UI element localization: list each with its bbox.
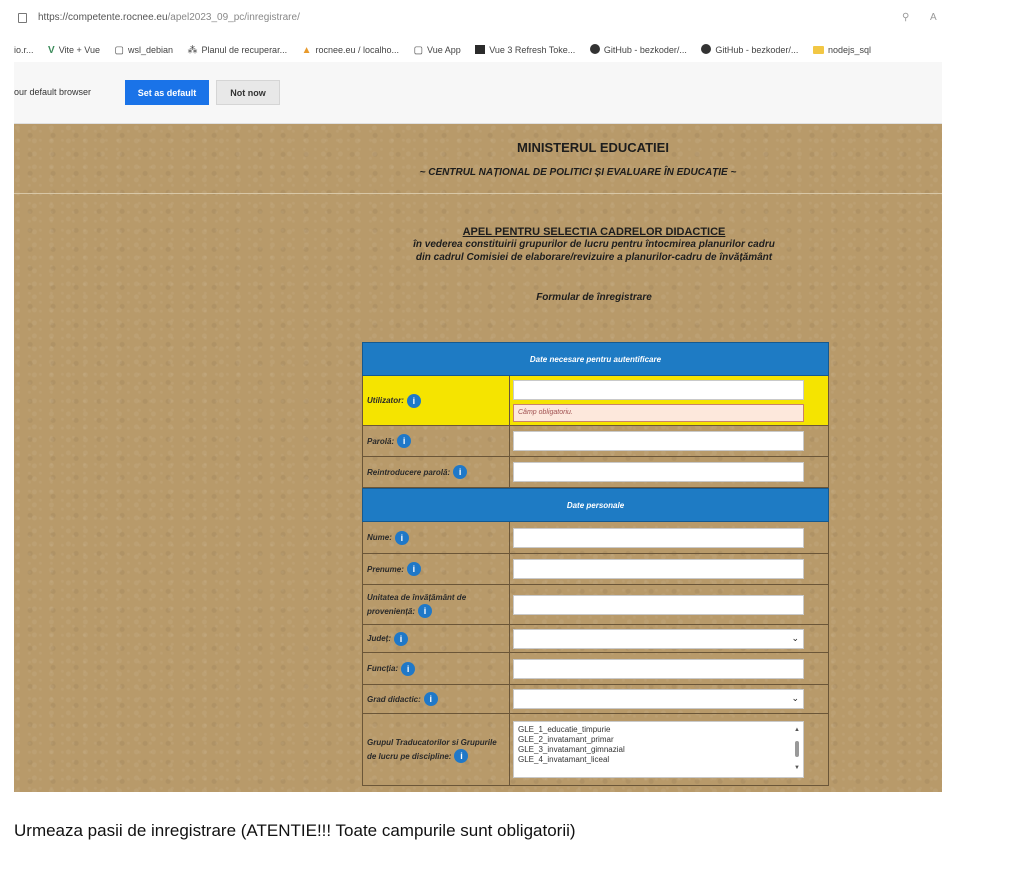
info-icon[interactable]: i <box>418 604 432 618</box>
scroll-down-icon[interactable]: ▼ <box>794 765 800 771</box>
nume-input[interactable] <box>513 528 804 548</box>
field-cell <box>510 714 828 785</box>
bookmark-item[interactable] <box>48 38 100 62</box>
default-browser-message: our default browser <box>14 87 92 97</box>
label-text: Județ: <box>367 634 391 643</box>
label-text: Funcția: <box>367 664 399 673</box>
field-cell <box>510 585 828 624</box>
page-header <box>14 124 942 194</box>
field-cell <box>510 554 828 584</box>
github-icon <box>590 44 600 54</box>
section-header-auth: Date necesare pentru autentificare <box>362 342 829 376</box>
row-grupul <box>362 714 829 786</box>
label-text: Unitatea de învățământ de proveniență: <box>367 593 467 616</box>
row-judet <box>362 625 829 653</box>
row-nume <box>362 522 829 554</box>
bookmark-label: rocnee.eu / localho... <box>315 45 400 55</box>
label-reintroducere <box>363 457 510 487</box>
label-utilizator <box>363 376 510 425</box>
label-unitatea <box>363 585 510 624</box>
apel-line: în vederea constituirii grupurilor de lucru pentru întocmirea planurilor cadru <box>413 239 775 250</box>
info-icon[interactable]: i <box>397 434 411 448</box>
list-option[interactable]: GLE_2_invatamant_primar <box>518 735 614 744</box>
bookmark-item[interactable] <box>302 38 399 62</box>
reintroducere-parola-input[interactable] <box>513 462 804 482</box>
info-icon[interactable]: i <box>407 394 421 408</box>
label-nume <box>363 522 510 553</box>
label-parola <box>363 426 510 456</box>
label-judet <box>363 625 510 652</box>
bookmark-item[interactable] <box>188 38 288 62</box>
row-unitatea <box>362 585 829 625</box>
judet-select[interactable] <box>513 629 804 649</box>
apel-title: APEL PENTRU SELECTIA CADRELOR DIDACTICE <box>462 226 726 238</box>
bookmark-item[interactable] <box>701 38 798 62</box>
bookmark-label: GitHub - bezkoder/... <box>603 45 687 55</box>
key-icon[interactable]: ⚲ <box>902 12 910 23</box>
github-icon <box>701 44 711 54</box>
browser-screenshot <box>14 0 942 792</box>
section-header-personal: Date personale <box>362 488 829 522</box>
center-subtitle: ~ CENTRUL NAȚIONAL DE POLITICI ȘI EVALUARE ÎN EDUCAȚIE ~ <box>419 167 737 178</box>
label-prenume <box>363 554 510 584</box>
label-text-wrap <box>367 591 505 618</box>
row-reintroducere <box>362 457 829 488</box>
required-error: Câmp obligatoriu. <box>513 404 804 422</box>
scroll-up-icon[interactable]: ▲ <box>794 727 800 733</box>
not-now-button[interactable]: Not now <box>216 80 280 105</box>
read-aloud-icon[interactable]: A <box>930 12 937 23</box>
form-title: Formular de înregistrare <box>536 292 652 303</box>
bookmark-label: nodejs_sql <box>827 45 871 55</box>
label-grad <box>363 685 510 713</box>
parola-input[interactable] <box>513 431 804 451</box>
label-text: Utilizator: <box>367 396 404 405</box>
row-prenume <box>362 554 829 585</box>
address-bar[interactable] <box>14 0 942 36</box>
folder-icon <box>813 46 824 54</box>
field-cell <box>510 653 828 684</box>
url-host: https://competente.rocnee.eu <box>38 12 168 23</box>
row-grad <box>362 685 829 714</box>
scrollbar-thumb[interactable] <box>795 741 799 757</box>
default-browser-bar <box>14 62 942 124</box>
row-utilizator <box>362 376 829 426</box>
bookmark-item[interactable] <box>590 38 687 62</box>
unitatea-input[interactable] <box>513 595 804 615</box>
set-as-default-button[interactable]: Set as default <box>125 80 209 105</box>
info-icon[interactable]: i <box>395 531 409 545</box>
info-icon[interactable]: i <box>453 465 467 479</box>
chevron-down-icon: ⌄ <box>791 693 799 703</box>
app-icon <box>475 45 485 54</box>
field-cell <box>510 685 828 713</box>
page-icon: ▢ <box>413 45 424 56</box>
grad-didactic-select[interactable] <box>513 689 804 709</box>
bookmark-label: wsl_debian <box>127 45 173 55</box>
instruction-caption: Urmeaza pasii de inregistrare (ATENTIE!!! Toate campurile sunt obligatorii) <box>14 821 576 840</box>
label-text: Grupul Traducatorilor si Grupurile de lucru pe discipline: <box>367 738 497 761</box>
registration-page <box>14 124 942 792</box>
prenume-input[interactable] <box>513 559 804 579</box>
label-text: Prenume: <box>367 564 404 574</box>
bookmark-item[interactable] <box>414 38 461 62</box>
label-functia <box>363 653 510 684</box>
dots-icon: ⁂ <box>187 45 198 56</box>
info-icon[interactable]: i <box>454 749 468 763</box>
row-parola <box>362 426 829 457</box>
bookmark-label: Vue 3 Refresh Toke... <box>489 45 576 55</box>
bookmark-label: GitHub - bezkoder/... <box>715 45 799 55</box>
chevron-down-icon: ⌄ <box>791 632 799 643</box>
bookmark-item[interactable] <box>14 38 34 62</box>
label-text: Nume: <box>367 533 392 542</box>
bookmark-item[interactable] <box>475 38 575 62</box>
label-grupul <box>363 714 510 785</box>
field-cell <box>510 426 828 456</box>
bookmarks-bar <box>14 38 942 62</box>
phpmyadmin-icon: ▲ <box>301 45 312 56</box>
bookmark-label: Planul de recuperar... <box>201 45 288 55</box>
list-option[interactable]: GLE_4_invatamant_liceal <box>518 755 610 764</box>
list-option[interactable]: GLE_1_educatie_timpurie <box>518 725 611 734</box>
bookmark-item[interactable] <box>813 38 871 62</box>
label-text-wrap <box>367 736 505 763</box>
info-icon[interactable]: i <box>394 632 408 646</box>
apel-description <box>364 238 824 264</box>
row-functia <box>362 653 829 685</box>
info-icon[interactable]: i <box>401 662 415 676</box>
label-text: Reintroducere parolă: <box>367 467 451 477</box>
registration-form <box>362 342 829 786</box>
list-option[interactable]: GLE_3_invatamant_gimnazial <box>518 745 625 754</box>
bookmark-item[interactable] <box>115 38 173 62</box>
field-cell <box>510 376 828 425</box>
bookmark-label: Vite + Vue <box>58 45 100 55</box>
ministry-title: MINISTERUL EDUCATIEI <box>517 140 669 155</box>
bookmark-label: Vue App <box>427 45 461 55</box>
field-cell <box>510 457 828 487</box>
field-cell <box>510 522 828 553</box>
vite-icon: V <box>48 45 55 56</box>
listbox-scrollbar[interactable] <box>793 725 801 775</box>
functia-input[interactable] <box>513 659 804 679</box>
page-icon: ▢ <box>114 45 124 56</box>
label-text: Grad didactic: <box>367 694 421 704</box>
url-path: /apel2023_09_pc/inregistrare/ <box>167 12 300 23</box>
page-info-icon[interactable] <box>18 13 27 23</box>
url-text[interactable] <box>38 12 300 23</box>
label-text: Parolă: <box>367 436 395 446</box>
grupuri-listbox[interactable] <box>513 721 804 778</box>
apel-line: din cadrul Comisiei de elaborare/revizuire a planurilor-cadru de învățământ <box>415 252 773 263</box>
field-cell <box>510 625 828 652</box>
bookmark-label: io.r... <box>14 45 34 55</box>
utilizator-input[interactable] <box>513 380 804 400</box>
info-icon[interactable]: i <box>424 692 438 706</box>
info-icon[interactable]: i <box>407 562 421 576</box>
